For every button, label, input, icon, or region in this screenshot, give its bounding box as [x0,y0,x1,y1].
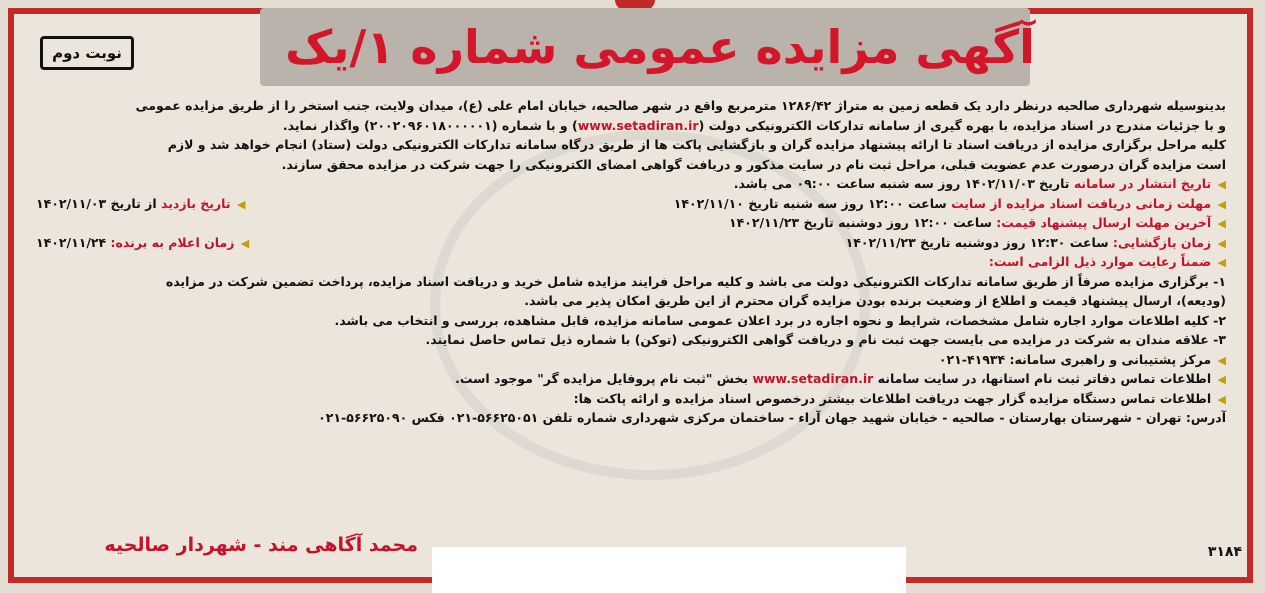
bullet-icon: ◀ [1217,256,1226,269]
ad-title: آگهی مزایده عمومی شماره ۱/یک [285,20,1035,74]
bullet-icon: ◀ [1217,392,1226,406]
intro-line-1: بدینوسیله شهرداری صالحیه درنظر دارد یک قطعه زمین به متراژ ۱۲۸۶/۴۲ مترمربع واقع در شهر صالحیه، خیابان امام علی (ع)، میدان ولایت، جنب استخر را از طریق مزایده عمومی [135,98,1226,113]
opening-label: زمان بازگشایی: [1112,234,1212,250]
mayor-signature: محمد آگاهی مند - شهردار صالحیه [104,534,418,556]
deadline-label: آخرین مهلت ارسال پیشنهاد قیمت: [996,215,1212,230]
bullet-icon: ◀ [240,236,250,250]
bullet-icon: ◀ [1217,373,1226,386]
support-text: مرکز پشتیبانی و راهبری سامانه: ۴۱۹۳۴-۰۲۱ [938,351,1212,367]
blank-area [432,547,906,593]
auctioneer-row [36,389,1226,409]
bullet-icon: ◀ [1217,217,1226,230]
deadline-row [36,213,1226,233]
ad-body [36,96,1226,428]
intro-line-2-after: ) و با شماره (۲۰۰۲۰۹۶۰۱۸۰۰۰۰۰۱) واگذار نماید. [282,117,578,133]
docs-value: ساعت ۱۲:۰۰ روز سه شنبه تاریخ ۱۴۰۲/۱۱/۱۰ [673,195,947,211]
opening-value: ساعت ۱۲:۳۰ روز دوشنبه تاریخ ۱۴۰۲/۱۱/۲۳ [845,234,1109,250]
round-badge: نوبت دوم [40,36,134,70]
bullet-icon: ◀ [1217,353,1226,367]
visit-col [36,194,245,215]
offices-row [36,369,1226,389]
bullet-icon: ◀ [1217,197,1226,211]
intro-line-2-before: و با جزئیات مندرج در اسناد مزایده، با بهره گیری از سامانه تدارکات الکترونیکی دولت ( [698,117,1226,133]
bullet-icon: ◀ [1217,178,1226,191]
note-3: ۳- علاقه مندان به شرکت در مزایده می بایست جهت ثبت نام و دریافت گواهی الکترونیکی (توکن) با شماره ذیل تماس حاصل نمایند. [425,332,1226,347]
intro-line-4: است مزایده گران درصورت عدم عضویت قبلی، مراحل ثبت نام در سایت مذکور و دریافت گواهی امضای الکترونیکی را جهت شرکت در مزایده محقق سازند. [281,156,1226,172]
bullet-icon: ◀ [1217,236,1226,250]
publish-label: تاریخ انتشار در سامانه [1073,176,1212,191]
note-1b: (ودیعه)، ارسال پیشنهاد قیمت و اطلاع از وضعیت برنده بودن مزایده گران محترم از این طریق امکان پذیر می باشد. [524,293,1226,308]
intro-line-2 [36,116,1226,136]
opening-row [36,233,1226,253]
winner-value: ۱۴۰۲/۱۱/۲۴ [36,234,107,250]
visit-label: تاریخ بازدید [161,195,231,211]
auctioneer-text: اطلاعات تماس دستگاه مزایده گزار جهت دریافت اطلاعات بیشتر درخصوص اسناد مزایده و ارائه پاکت ها: [573,390,1212,406]
offices-after: بخش "ثبت نام پروفایل مزایده گر" موجود است. [455,371,749,386]
note-2: ۲- کلیه اطلاعات موارد اجاره شامل مشخصات، شرایط و نحوه اجاره در برد اعلان عمومی سامانه مزایده، قابل مشاهده، بررسی و انتخاب می باشد. [334,312,1226,328]
notes-heading: ضمناً رعایت موارد ذیل الزامی است: [988,254,1212,269]
offices-link[interactable]: www.setadiran.ir [752,371,874,386]
offices-before: اطلاعات تماس دفاتر ثبت نام استانها، در سایت سامانه [877,371,1212,386]
intro-line-3: کلیه مراحل برگزاری مزایده از دریافت اسناد تا ارائه پیشنهاد مزایده گران و بازگشایی پاکت ها از طریق درگاه سامانه تدارکات الکترونیکی دولت (ستاد) انجام خواهد شد و لازم [167,137,1226,152]
ad-code: ۳۱۸۴ [1207,544,1242,560]
note-1a: ۱- برگزاری مزایده صرفاً از طریق سامانه تدارکات الکترونیکی دولت می باشد و کلیه مراحل فرایند مزایده شامل خرید و دریافت اسناد مزایده، پرداخت تضمین شرکت در مزایده [165,273,1226,289]
bullet-icon: ◀ [236,197,246,211]
visit-value: از تاریخ ۱۴۰۲/۱۱/۰۳ [36,195,157,211]
deadline-value: ساعت ۱۲:۰۰ روز دوشنبه تاریخ ۱۴۰۲/۱۱/۲۳ [728,215,992,230]
docs-row [36,194,1226,214]
winner-col [36,233,249,254]
publish-row [36,174,1226,194]
setad-link[interactable]: www.setadiran.ir [577,117,699,133]
support-row [36,350,1226,370]
address-line: آدرس: تهران - شهرستان بهارستان - صالحیه - خیابان شهید جهان آراء - ساختمان مرکزی شهرداری شماره تلفن ۵۶۶۲۵۰۵۱-۰۲۱ فکس ۵۶۶۲۵۰۹۰-۰۲۱ [318,410,1226,425]
docs-label: مهلت زمانی دریافت اسناد مزایده از سایت [951,195,1212,211]
winner-label: زمان اعلام به برنده: [110,234,235,250]
publish-value: تاریخ ۱۴۰۲/۱۱/۰۳ روز سه شنبه ساعت ۰۹:۰۰ می باشد. [733,176,1070,191]
notes-heading-row [36,252,1226,272]
